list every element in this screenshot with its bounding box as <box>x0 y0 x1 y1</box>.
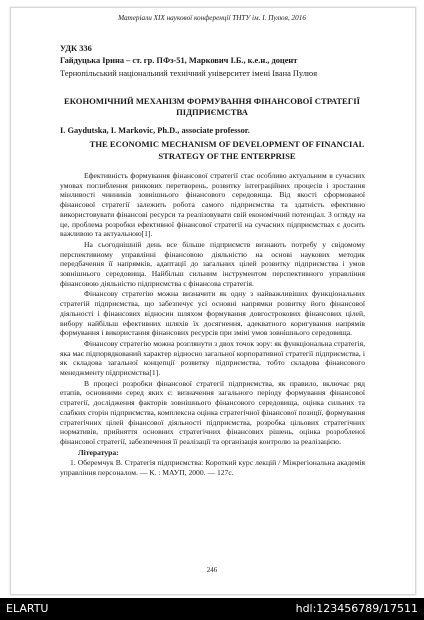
paragraph-2: На сьогоднішній день все більше підприємств визнають потребу у свідомому перспективному управлінні фінансовою діяльністю на основі наукових методик передбачення її напрямків, адаптації до загальних цілей розвитку підприємства і умов зовнішнього середовища. Найбільш сильним інструментом перспективного управління фінансовою діяльністю підприємства є фінансова стратегія. <box>60 239 365 288</box>
page-number: 246 <box>206 566 218 574</box>
paragraph-5: В процесі розробки фінансової стратегії підприємства, як правило, включає ряд етапів, основними серед яких є: визначення загального періоду формування фінансової стратегії, дослідження факторів зовнішнього фінансового середовища, оцінка сильних та слабких сторін підприємства, комплексна оцінка стратегічної фінансової позиції, формування стратегічних цілей фінансової діяльності підприємства, розробка цільових стратегічних нормативів, прийняття основних стратегічних фінансових рішень, оцінка розробленої фінансової стратегії, забезпечення її реалізації та організація контролю за реалізацією. <box>60 378 365 446</box>
repository-footer <box>0 598 424 620</box>
affiliation: Тернопільський національний технічний університет імені Івана Пулюя <box>60 69 318 78</box>
authors-ua: Гайдуцька Ірина – ст. гр. ПФз-51, Маркович І.Б., к.е.н., доцент <box>60 56 298 65</box>
title-ua: ЕКОНОМІЧНИЙ МЕХАНІЗМ ФОРМУВАННЯ ФІНАНСОВОЇ СТРАТЕГІЇ ПІДПРИЄМСТВА <box>64 96 360 117</box>
authors-en: I. Gaydutska, I. Markovic, Ph.D., associate professor. <box>60 126 250 135</box>
paragraph-1: Ефективність формування фінансової стратегії стає особливо актуальним в сучасних умовах поглиблення ринкових перетворень, розвитку інтеграційних процесів і зростання мінливості чинників зовнішнього фінансового середовища. Від якості сформованої фінансової стратегії залежить робота самого підприємства та здатність ефективно використовувати фінансові ресурси та реалізовувати свій економічний потенціал. З огляду на це, проблема розробки ефективної фінансової стратегії на сучасних підприємствах є досить важливою та актуальною[1]. <box>60 171 365 239</box>
handle-id[interactable]: hdl:123456789/17511 <box>295 602 418 615</box>
reference-1: 1. Оберемчук В. Стратегія підприємства: Короткий курс лекцій / Міжрегіональна академія управління персоналом. — К. : МАУП, 2000. — 127с. <box>60 458 365 478</box>
paragraph-3: Фінансову стратегію можна визначити як одну з найважливіших функціональних стратегій підприємства, що забезпечує усі основні напрямки розвитку його фінансової діяльності і фінансових відносин шляхом формування довгострокових фінансових цілей, вибору найбільш ефективних шляхів їх досягнення, адекватного коригування напрямів формування і використання фінансових ресурсів при зміні умов зовнішнього середовища. <box>60 289 365 338</box>
literature-title: Література: <box>78 447 119 457</box>
conference-header: Матеріали XIX наукової конференції ТНТУ ім. І. Пулюя, 2016 <box>118 14 306 22</box>
article-body <box>60 171 365 479</box>
title-en: THE ECONOMIC MECHANISM OF DEVELOPMENT OF FINANCIAL STRATEGY OF THE ENTERPRISE <box>89 139 365 161</box>
repository-name[interactable]: ELARTU <box>6 602 49 615</box>
udk-code: УДК 336 <box>60 44 92 53</box>
paragraph-4: Фінансову стратегію можна розглянути з двох точок зору: як функціональна стратегія, яка має підпорядкований характер відносно загальної корпоративної стратегії підприємства, і як складова загальної концепції розвитку підприємства, тобто складова фінансового менеджменту підприємства[1]. <box>60 338 365 378</box>
